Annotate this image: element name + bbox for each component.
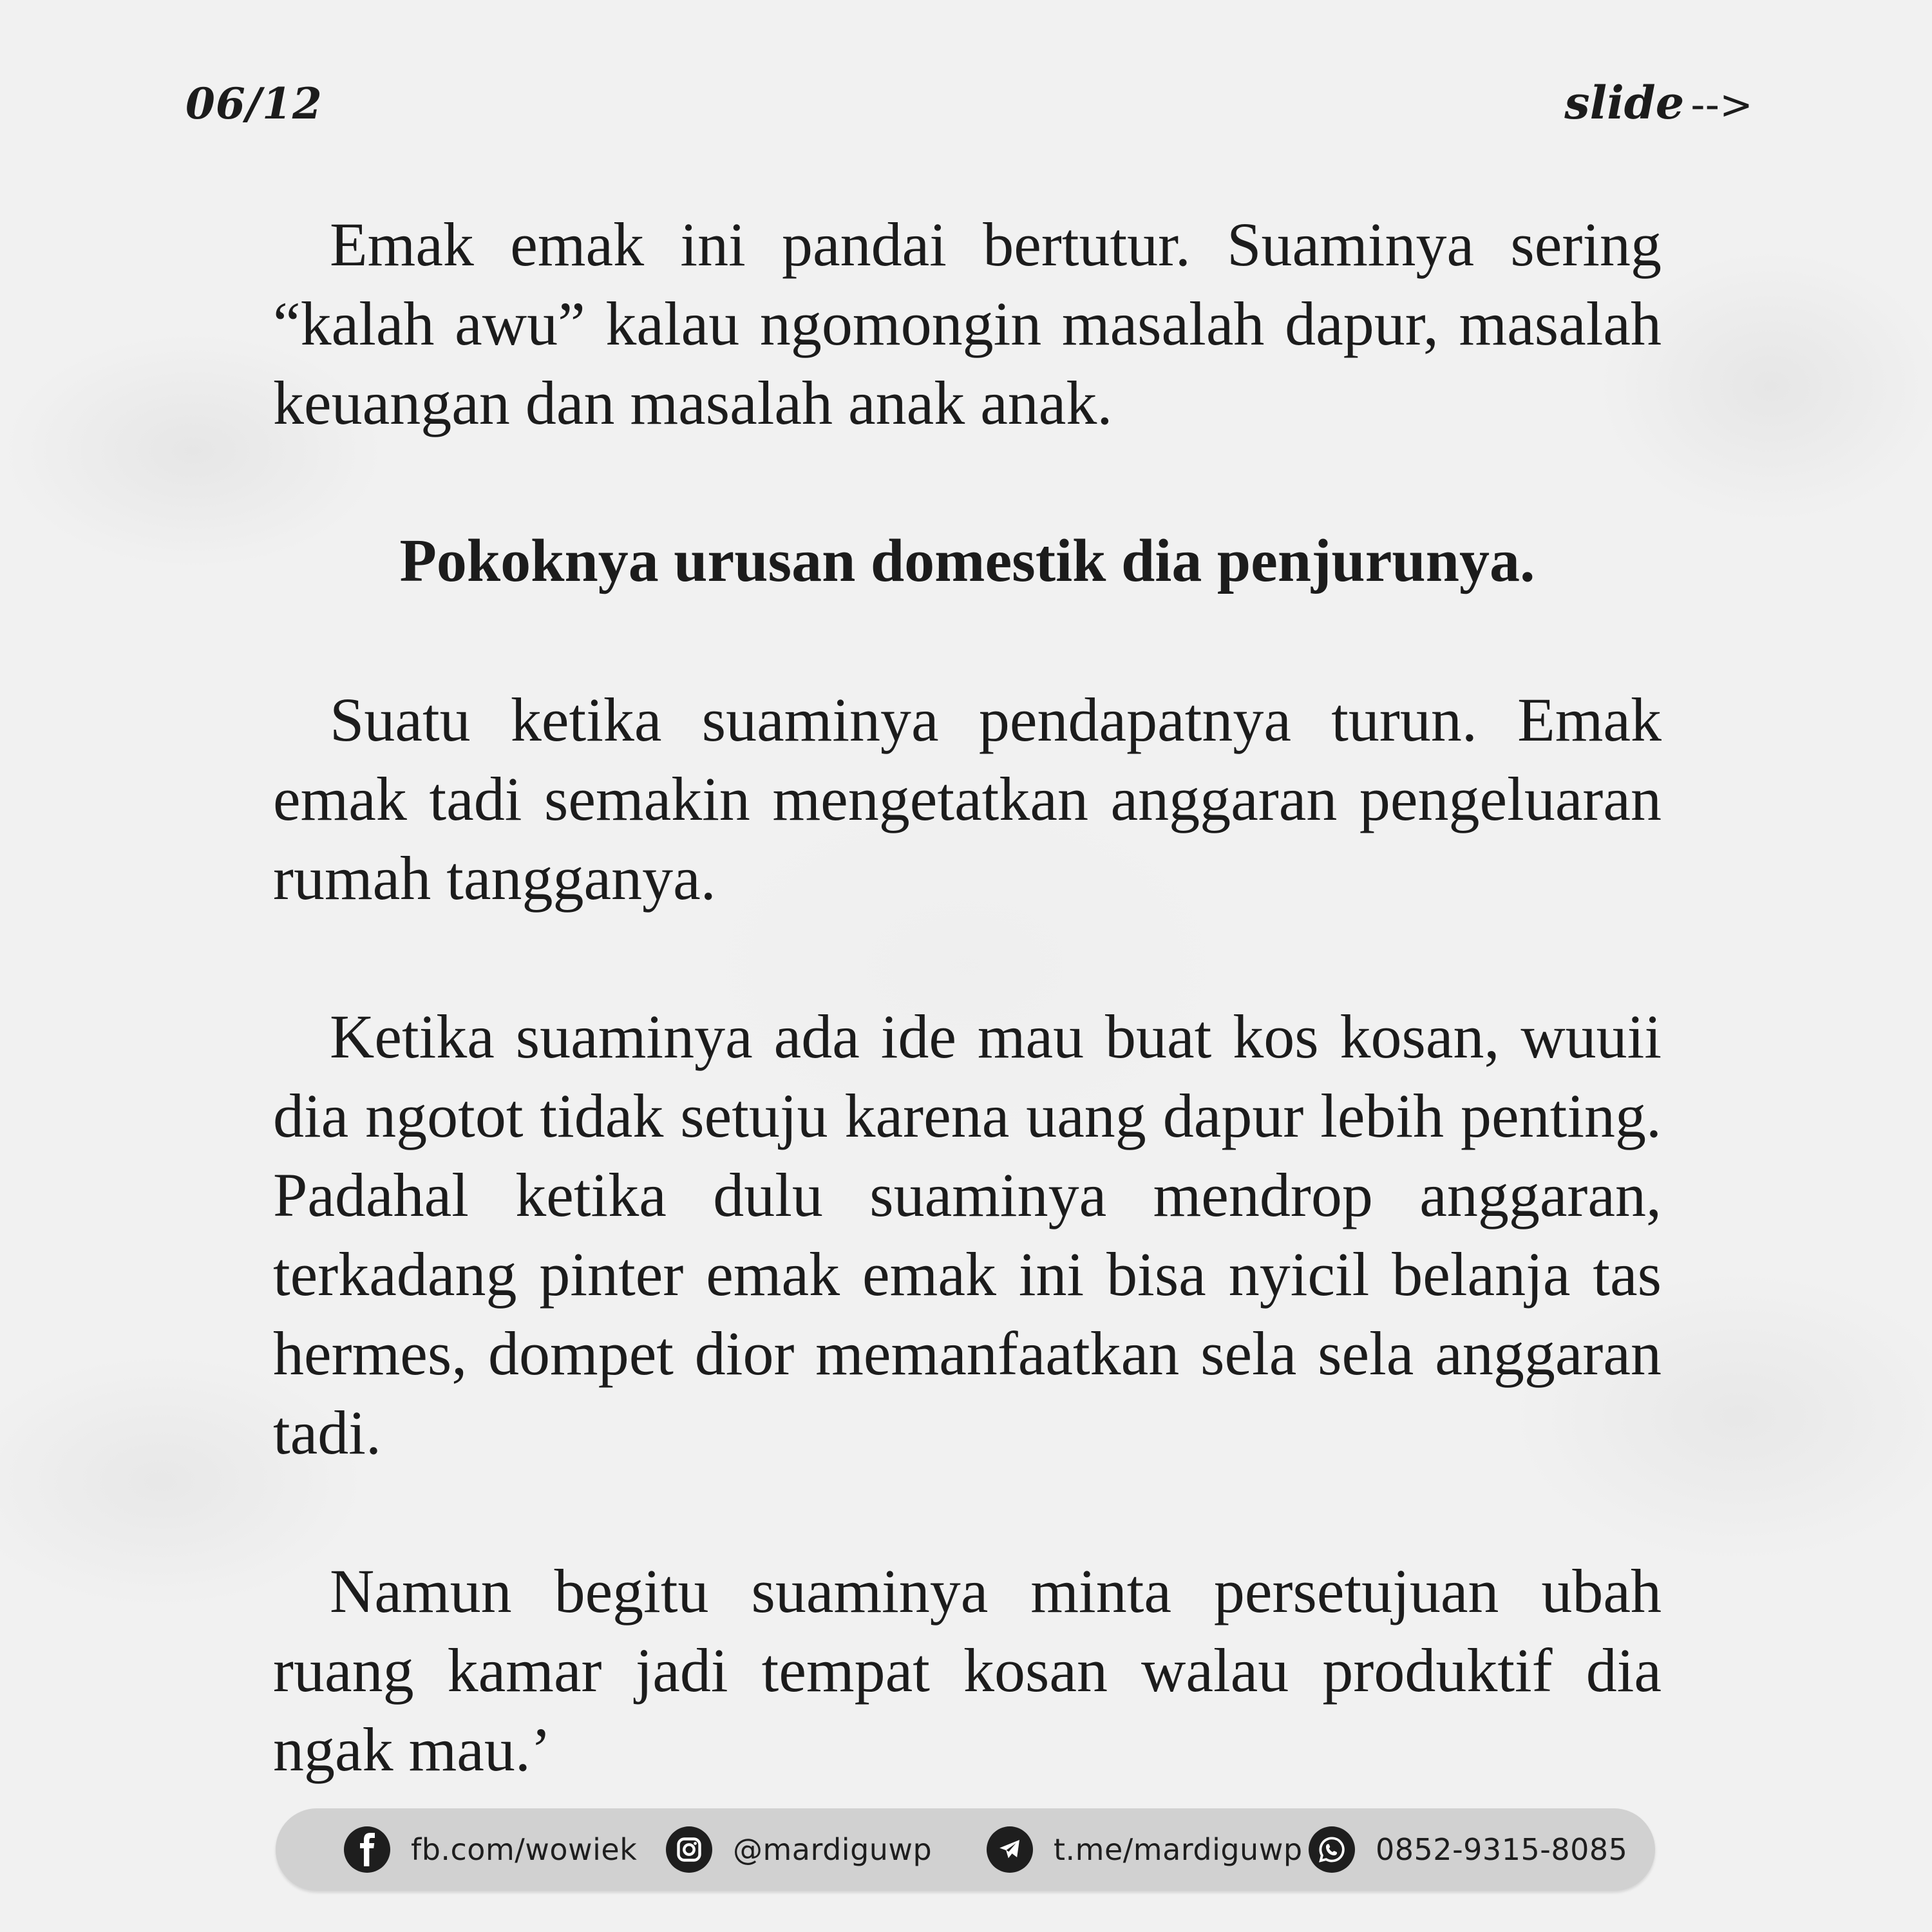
paragraph-highlight: Pokoknya urusan domestik dia penjurunya.	[399, 527, 1535, 594]
contact-footer-bar	[276, 1808, 1655, 1891]
slide-hint	[1564, 76, 1753, 129]
contact-instagram[interactable]	[666, 1808, 932, 1891]
contact-facebook[interactable]	[344, 1808, 637, 1891]
contact-label: fb.com/wowiek	[411, 1832, 638, 1867]
paragraph-4: Ketika suaminya ada ide mau buat kos kosan, wuuii dia ngotot tidak setuju karena uang dapur lebih penting. Padahal ketika dulu suaminya mendrop anggaran, terkadang pinter emak emak ini bisa nyicil belanja tas hermes, dompet dior memanfaatkan sela sela anggaran tadi.	[273, 1002, 1662, 1467]
paragraph-5: Namun begitu suaminya minta persetujuan ubah ruang kamar jadi tempat kosan walau produktif dia ngak mau.’	[273, 1557, 1662, 1784]
contact-label: t.me/mardiguwp	[1054, 1832, 1303, 1867]
facebook-icon	[344, 1826, 390, 1873]
contact-label: 0852-9315-8085	[1376, 1832, 1628, 1867]
whatsapp-icon	[1309, 1826, 1355, 1873]
page-number: 06/12	[185, 79, 323, 129]
paragraph-3: Suatu ketika suaminya pendapatnya turun. Emak emak tadi semakin mengetatkan anggaran pengeluaran rumah tangganya.	[273, 685, 1662, 913]
arrow-icon: -->	[1690, 81, 1753, 128]
paragraph-1: Emak emak ini pandai bertutur. Suaminya sering “kalah awu” kalau ngomongin masalah dapur, masalah keuangan dan masalah anak anak.	[273, 210, 1662, 437]
contact-telegram[interactable]	[987, 1808, 1303, 1891]
telegram-icon	[987, 1826, 1033, 1873]
instagram-icon	[666, 1826, 712, 1873]
contact-whatsapp[interactable]	[1309, 1808, 1627, 1891]
contact-label: @mardiguwp	[733, 1832, 933, 1867]
slide-label: slide	[1564, 76, 1685, 129]
article-body	[273, 205, 1662, 1789]
